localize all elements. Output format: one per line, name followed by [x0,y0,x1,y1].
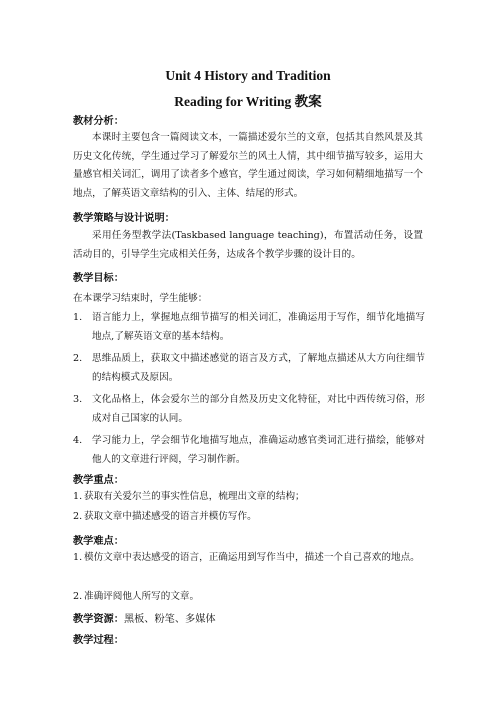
difficulty-item-2 [73,588,425,607]
difficulties-heading: 教学难点： [73,535,124,547]
objective-item-1 [73,309,425,346]
objective-item-4 [73,432,425,469]
list-text: 准确评阅他人所写的文章。 [84,591,200,602]
difficulty-item-1 [73,549,425,568]
document-subtitle: Reading for Writing 教案 [174,94,322,109]
list-number: 2. [73,353,83,364]
objectives-heading: 教学目标： [73,272,124,284]
list-text: 模仿文章中表达感受的语言，正确运用到写作当中，描述一个自己喜欢的地点。 [84,552,420,563]
document-title: Unit 4 History and Tradition [165,68,331,83]
list-number: 1. [73,552,83,563]
list-number: 2. [73,511,83,522]
resources-heading: 教学资源： [73,613,124,625]
list-text: 文化品格上，体会爱尔兰的部分自然及历史文化特征，对比中西传统习俗，形成对自己国家的认同。 [92,394,425,424]
materials-paragraph: 本课时主要包含一篇阅读文本，一篇描述爱尔兰的文章，包括其自然风景及其历史文化传统，学生通过学习了解爱尔兰的风土人情，其中细节描写较多，运用大量感官相关词汇，调用了读者多个感官，学生通过阅读，学习如何精细地描写一个地点，了解英语文章结构的引入、主体、结尾的形式。 [73,132,423,199]
objective-item-3 [73,391,425,428]
key-point-item-1 [73,488,425,507]
list-text: 思维品质上，获取文中描述感觉的语言及方式，了解地点描述从大方向往细节的结构模式及原因。 [92,353,425,383]
list-number: 3. [73,394,83,405]
resources-value: 黑板、粉笔、多媒体 [123,614,216,625]
strategy-paragraph: 采用任务型教学法(Taskbased language teaching)，布置活动任务，设置活动目的，引导学生完成相关任务，达成各个教学步骤的设计目的。 [73,230,423,260]
list-text: 语言能力上，掌握地点细节描写的相关词汇，准确运用于写作，细节化地描写地点,了解英语文章的基本结构。 [92,312,425,342]
list-text: 获取有关爱尔兰的事实性信息，梳理出文章的结构； [84,491,305,502]
list-number: 1. [73,491,83,502]
list-text: 获取文章中描述感受的语言并模仿写作。 [84,511,257,522]
key-points-heading: 教学重点： [73,474,124,486]
objective-item-2 [73,350,425,387]
materials-heading: 教材分析： [73,115,124,127]
list-number: 4. [73,435,83,446]
strategy-heading: 教学策略与设计说明： [73,212,175,224]
list-text: 学习能力上，学会细节化地描写地点，准确运动感官类词汇进行描绘，能够对他人的文章进行评阅，学习制作新。 [92,435,425,465]
resources-line [73,612,216,627]
list-number: 2. [73,591,83,602]
list-number: 1. [73,312,83,323]
key-point-item-2 [73,508,425,527]
objectives-intro: 在本课学习结束时，学生能够： [73,293,208,304]
process-heading: 教学过程： [73,634,124,646]
